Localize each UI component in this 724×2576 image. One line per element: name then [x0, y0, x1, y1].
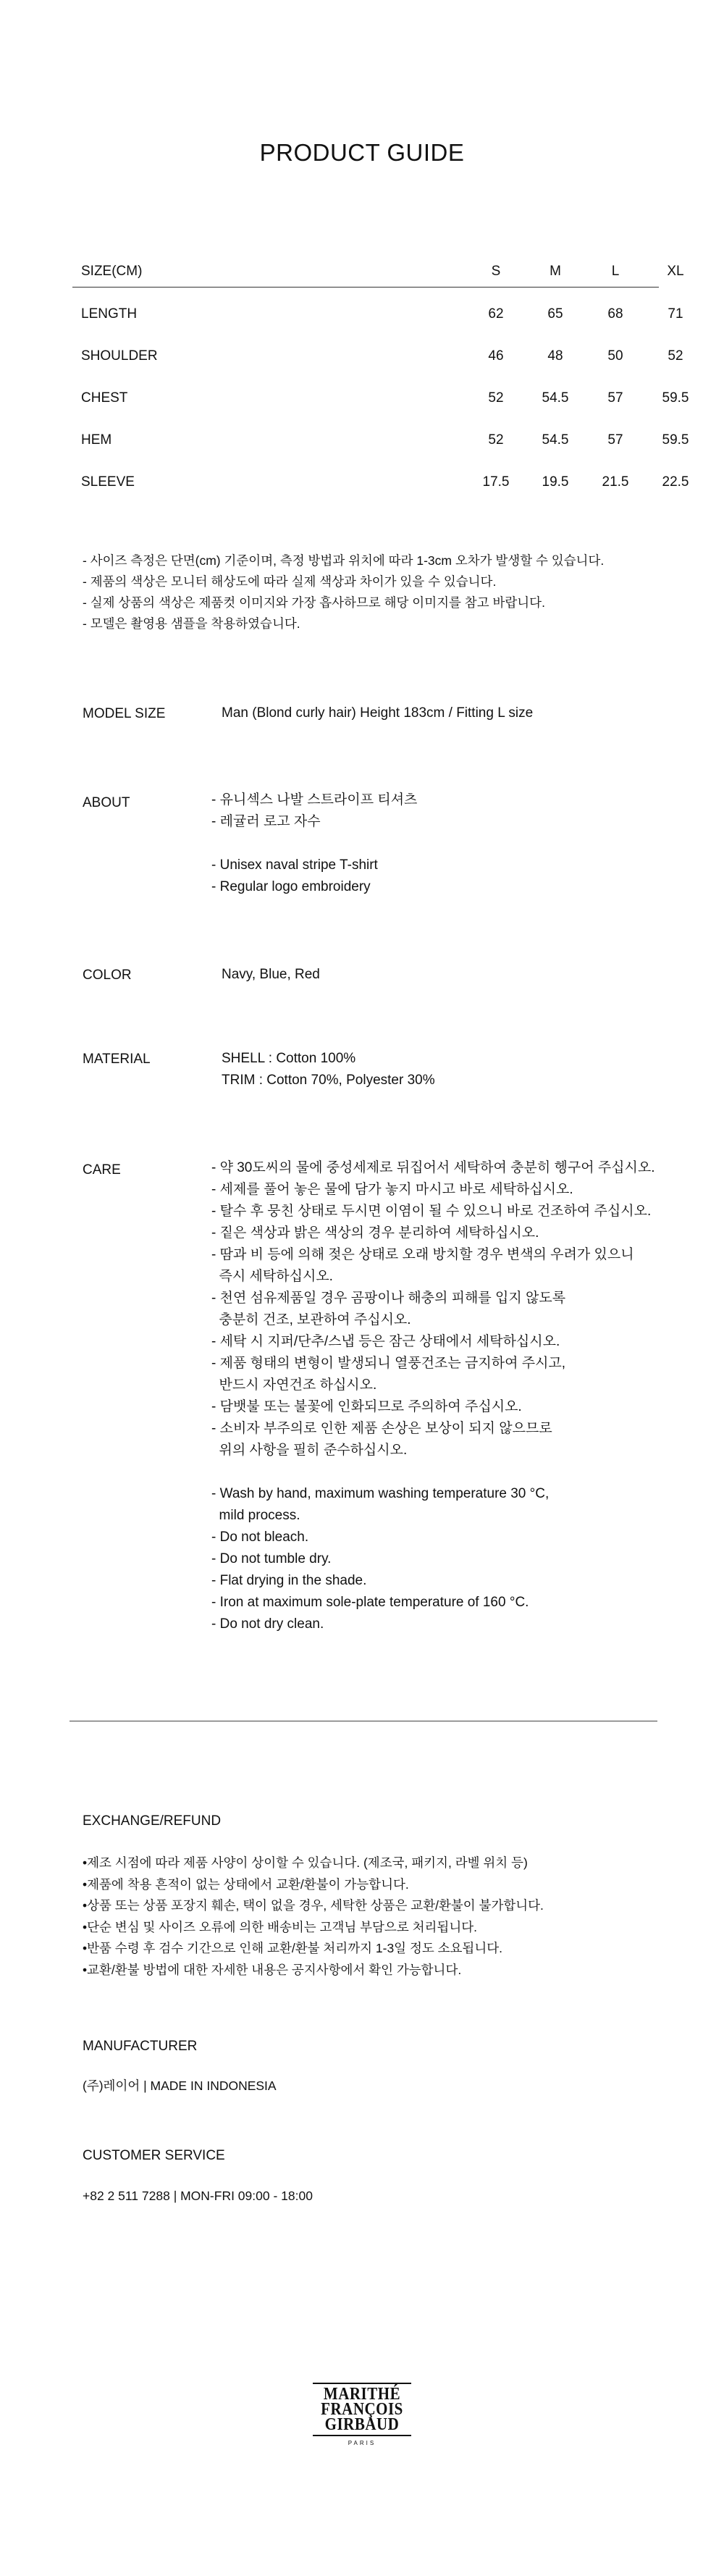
- note-line: - 실제 상품의 색상은 제품컷 이미지와 가장 흡사하므로 해당 이미지를 참고 바랍니다.: [83, 595, 545, 610]
- table-cell: 50: [607, 348, 623, 364]
- section-line: 즉시 세탁하십시오.: [211, 1269, 333, 1284]
- customer-service-title: CUSTOMER SERVICE: [83, 2148, 225, 2163]
- note-line: - 사이즈 측정은 단면(cm) 기준이며, 측정 방법과 위치에 따라 1-3cm 오차가 발생할 수 있습니다.: [83, 553, 605, 568]
- section-line: 위의 사항을 필히 준수하십시오.: [211, 1443, 408, 1458]
- note-line: - 모델은 촬영용 샘플을 착용하였습니다.: [83, 616, 300, 631]
- section-line: - Flat drying in the shade.: [211, 1573, 367, 1588]
- exchange-line: •단순 변심 및 사이즈 오류에 의한 배송비는 고객님 부담으로 처리됩니다.: [83, 1919, 477, 1934]
- exchange-line: •반품 수령 후 검수 기간으로 인해 교환/환불 처리까지 1-3일 정도 소요됩니다.: [83, 1941, 503, 1955]
- size-header-xl: XL: [667, 264, 684, 279]
- section-line: 반드시 자연건조 하십시오.: [211, 1377, 377, 1393]
- logo-line: GIRBAUD: [324, 2414, 400, 2434]
- section-line: - Do not bleach.: [211, 1530, 309, 1545]
- table-cell: 57: [607, 432, 623, 448]
- section-line: - 담뱃불 또는 불꽃에 인화되므로 주의하여 주십시오.: [211, 1399, 522, 1414]
- section-line: TRIM : Cotton 70%, Polyester 30%: [222, 1073, 435, 1088]
- table-cell: 68: [607, 306, 623, 322]
- section-line: [211, 833, 417, 855]
- row-label: HEM: [81, 432, 112, 448]
- section-line: - Do not tumble dry.: [211, 1551, 332, 1566]
- table-cell: 54.5: [542, 390, 569, 406]
- section-line: Navy, Blue, Red: [222, 967, 320, 982]
- row-label: LENGTH: [81, 306, 138, 322]
- section-line: - Unisex naval stripe T-shirt: [211, 857, 378, 873]
- table-cell: 46: [488, 348, 504, 364]
- table-cell: 22.5: [662, 474, 689, 490]
- exchange-line: •제품에 착용 흔적이 없는 상태에서 교환/환불이 가능합니다.: [83, 1876, 409, 1892]
- table-cell: 19.5: [542, 474, 569, 490]
- logo-line: FRANÇOIS: [321, 2399, 403, 2419]
- table-cell: 62: [488, 306, 504, 322]
- table-row: [72, 380, 689, 422]
- section-line: - 유니섹스 나발 스트라이프 티셔츠: [211, 792, 418, 807]
- logo-city: PARIS: [348, 2440, 376, 2446]
- manufacturer-value: (주)레이어 | MADE IN INDONESIA: [83, 2078, 277, 2093]
- logo-line: MARITHÉ: [323, 2383, 401, 2404]
- table-row: [72, 296, 683, 338]
- care-body: [211, 1157, 655, 1635]
- exchange-line: •제조 시점에 따라 제품 사양이 상이할 수 있습니다. (제조국, 패키지, 라벨 위치 등): [83, 1855, 528, 1870]
- section-line: - 탈수 후 뭉친 상태로 두시면 이염이 될 수 있으니 바로 건조하여 주십시오.: [211, 1204, 652, 1219]
- section-line: - 약 30도씨의 물에 중성세제로 뒤집어서 세탁하여 충분히 헹구어 주십시오.: [211, 1160, 655, 1175]
- table-cell: 52: [488, 432, 504, 448]
- section-line: [211, 1461, 655, 1483]
- brand-logo: [311, 2383, 413, 2446]
- section-line: Man (Blond curly hair) Height 183cm / Fitting L size: [222, 705, 534, 721]
- size-header-l: L: [611, 264, 620, 279]
- exchange-line: •상품 또는 상품 포장지 훼손, 택이 없을 경우, 세탁한 상품은 교환/환불이 불가합니다.: [83, 1898, 544, 1913]
- row-label: CHEST: [81, 390, 128, 406]
- section-line: SHELL : Cotton 100%: [222, 1051, 356, 1066]
- section-line: - 세제를 풀어 놓은 물에 담가 놓지 마시고 바로 세탁하십시오.: [211, 1182, 573, 1197]
- exchange-body: [83, 1853, 544, 1981]
- table-cell: 52: [488, 390, 504, 406]
- section-line: - Do not dry clean.: [211, 1616, 324, 1632]
- note-line: - 제품의 색상은 모니터 해상도에 따라 실제 색상과 차이가 있을 수 있습니다.: [83, 574, 497, 589]
- table-cell: 52: [668, 348, 683, 364]
- section-line: - Wash by hand, maximum washing temperature 30 °C,: [211, 1486, 550, 1501]
- measurement-notes: [83, 550, 604, 634]
- table-cell: 21.5: [602, 474, 629, 490]
- section-line: - 제품 형태의 변형이 발생되니 열풍건조는 금지하여 주시고,: [211, 1356, 566, 1371]
- section-line: - 천연 섬유제품일 경우 곰팡이나 해충의 피해를 입지 않도록: [211, 1291, 566, 1306]
- section-line: - 소비자 부주의로 인한 제품 손상은 보상이 되지 않으므로: [211, 1421, 552, 1436]
- page-title: PRODUCT GUIDE: [259, 139, 465, 166]
- table-row: [72, 464, 689, 506]
- row-label: SHOULDER: [81, 348, 158, 364]
- material-label: MATERIAL: [83, 1052, 151, 1067]
- size-header-label: SIZE(CM): [81, 264, 143, 279]
- table-cell: 17.5: [482, 474, 510, 490]
- exchange-line: •교환/환불 방법에 대한 자세한 내용은 공지사항에서 확인 가능합니다.: [83, 1962, 462, 1977]
- model-size-label: MODEL SIZE: [83, 706, 166, 721]
- table-cell: 65: [547, 306, 563, 322]
- size-header-m: M: [550, 264, 561, 279]
- section-line: - 세탁 시 지퍼/단추/스냅 등은 잠근 상태에서 세탁하십시오.: [211, 1334, 560, 1349]
- model-size-value: [222, 702, 533, 724]
- section-line: - 땀과 비 등에 의해 젖은 상태로 오래 방치할 경우 변색의 우려가 있으니: [211, 1247, 634, 1262]
- table-cell: 57: [607, 390, 623, 406]
- size-header-s: S: [491, 264, 501, 279]
- customer-service-value: +82 2 511 7288 | MON-FRI 09:00 - 18:00: [83, 2189, 313, 2203]
- section-line: - Regular logo embroidery: [211, 879, 371, 894]
- about-body: [211, 789, 417, 898]
- table-cell: 54.5: [542, 432, 569, 448]
- section-line: - 짙은 색상과 밝은 색상의 경우 분리하여 세탁하십시오.: [211, 1225, 539, 1241]
- table-cell: 48: [547, 348, 563, 364]
- section-line: mild process.: [211, 1508, 300, 1523]
- section-line: 충분히 건조, 보관하여 주십시오.: [211, 1312, 411, 1327]
- section-line: - 레귤러 로고 자수: [211, 814, 321, 829]
- row-label: SLEEVE: [81, 474, 135, 490]
- section-line: - Iron at maximum sole-plate temperature of 160 °C.: [211, 1595, 529, 1610]
- table-row: [72, 422, 689, 464]
- color-label: COLOR: [83, 968, 132, 983]
- care-label: CARE: [83, 1162, 121, 1178]
- table-cell: 71: [668, 306, 683, 322]
- size-table-header: [72, 253, 684, 288]
- table-cell: 59.5: [662, 432, 689, 448]
- about-label: ABOUT: [83, 795, 130, 810]
- exchange-title: EXCHANGE/REFUND: [83, 1813, 222, 1829]
- size-table: [72, 253, 689, 506]
- table-cell: 59.5: [662, 390, 689, 406]
- manufacturer-title: MANUFACTURER: [83, 2039, 198, 2054]
- table-row: [72, 338, 683, 380]
- material-body: [222, 1048, 435, 1091]
- color-body: [222, 964, 320, 986]
